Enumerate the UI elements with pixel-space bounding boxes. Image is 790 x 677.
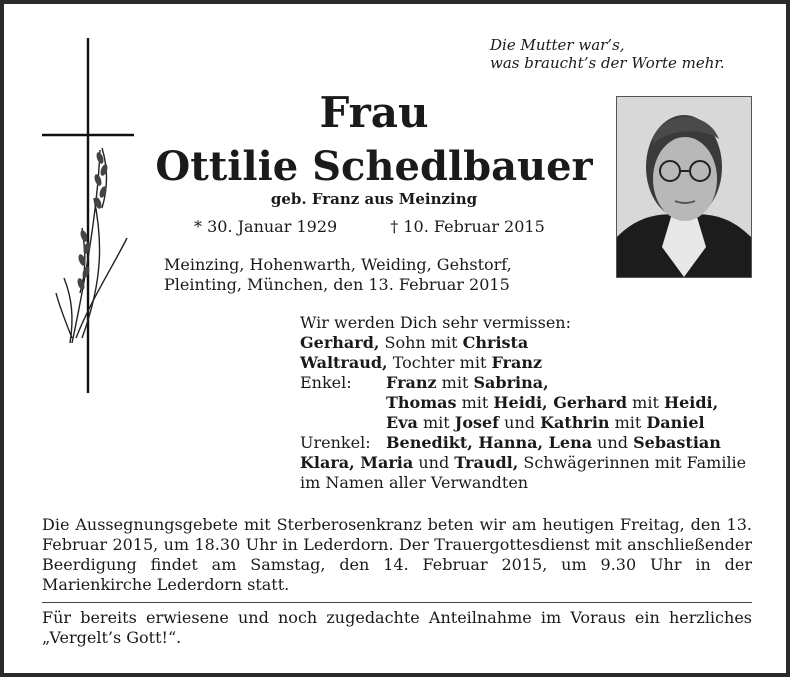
mourner-grandchildren-1: Enkel: Franz mit Sabrina,	[300, 373, 549, 392]
divider	[42, 602, 752, 603]
mourner-grandchildren-3: Eva mit Josef und Kathrin mit Daniel	[386, 413, 705, 432]
death-date: † 10. Februar 2015	[390, 217, 545, 236]
thanks-note: Für bereits erwiesene und noch zugedachte Anteilnahme im Voraus ein herzliches „Vergelt’s Gott!“.	[42, 608, 752, 647]
quote-line-1: Die Mutter war’s,	[490, 36, 625, 54]
mourners-list	[300, 313, 770, 493]
ceremony-details: Die Aussegnungsgebete mit Sterberosenkranz beten wir am heutigen Freitag, den 13. Februar 2015, um 18.30 Uhr in Lederdorn. Der Trauergottesdienst mit anschließender Beerdigung findet am Samstag, den 14. Februar 2015, um 9.30 Uhr in der Marienkirche Lederdorn statt.	[42, 515, 752, 594]
mourners-intro: Wir werden Dich sehr vermissen:	[300, 313, 571, 332]
epitaph-quote	[490, 36, 750, 72]
mourner-great-grandchildren: Urenkel: Benedikt, Hanna, Lena und Sebastian	[300, 433, 721, 452]
mourner-sisters-in-law: Klara, Maria und Traudl, Schwägerinnen mit Familie	[300, 453, 747, 472]
salutation: Frau	[319, 88, 429, 137]
places-line-1: Meinzing, Hohenwarth, Weiding, Gehstorf,	[164, 255, 512, 274]
places-and-date	[164, 255, 512, 295]
birth-name: geb. Franz aus Meinzing	[270, 190, 478, 208]
places-line-2: Pleinting, München, den 13. Februar 2015	[164, 275, 510, 294]
life-dates	[194, 217, 545, 236]
quote-line-2: was braucht’s der Worte mehr.	[490, 54, 725, 72]
mourner-daughter: Waltraud, Tochter mit Franz	[300, 353, 543, 372]
portrait-photo	[616, 96, 752, 278]
birth-date: * 30. Januar 1929	[194, 217, 338, 236]
mourner-relatives: im Namen aller Verwandten	[300, 473, 529, 492]
deceased-name: Ottilie Schedlbauer	[155, 143, 593, 190]
mourner-grandchildren-2: Thomas mit Heidi, Gerhard mit Heidi,	[386, 393, 719, 412]
mourner-son: Gerhard, Sohn mit Christa	[300, 333, 529, 352]
